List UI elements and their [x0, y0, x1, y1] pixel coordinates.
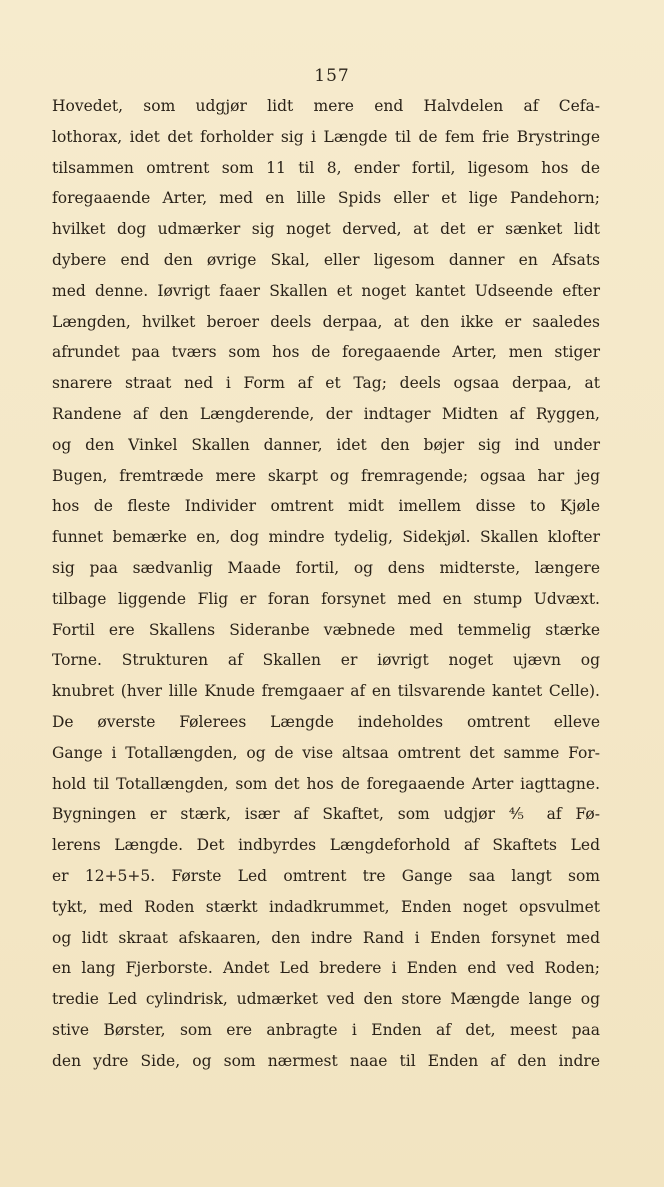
text-line: lothorax, idet det forholder sig i Længde til de fem frie Brystringe	[52, 127, 600, 146]
text-line: tilsammen omtrent som 11 til 8, ender fortil, ligesom hos de	[52, 158, 600, 177]
text-line: snarere straat ned i Form af et Tag; deels ogsaa derpaa, at	[52, 374, 600, 393]
text-line: tredie Led cylindrisk, udmærket ved den store Mængde lange og	[52, 990, 600, 1009]
text-line: hos de fleste Individer omtrent midt imellem disse to Kjøle	[52, 497, 600, 516]
text-line: hvilket dog udmærker sig noget derved, at det er sænket lidt	[52, 220, 600, 239]
text-line: Bygningen er stærk, især af Skaftet, som udgjør ⅘ af Fø-	[52, 805, 600, 824]
text-line: og lidt skraat afskaaren, den indre Rand i Enden forsynet med	[52, 928, 600, 947]
text-line: en lang Fjerborste. Andet Led bredere i Enden end ved Roden;	[52, 959, 600, 978]
text-line: og den Vinkel Skallen danner, idet den bøjer sig ind under	[52, 435, 600, 454]
text-line: stive Børster, som ere anbragte i Enden af det, meest paa	[52, 1020, 600, 1039]
text-line: knubret (hver lille Knude fremgaaer af en tilsvarende kantet Celle).	[52, 682, 600, 701]
text-line: Hovedet, som udgjør lidt mere end Halvdelen af Cefa-	[52, 97, 600, 115]
text-line: Fortil ere Skallens Sideranbe væbnede med temmelig stærke	[52, 620, 600, 639]
text-line: Gange i Totallængden, og de vise altsaa omtrent det samme For-	[52, 743, 600, 762]
text-line: Bugen, fremtræde mere skarpt og fremragende; ogsaa har jeg	[52, 466, 600, 485]
text-line: funnet bemærke en, dog mindre tydelig, Sidekjøl. Skallen klofter	[52, 528, 600, 547]
text-line: den ydre Side, og som nærmest naae til Enden af den indre	[52, 1051, 600, 1070]
text-line: hold til Totallængden, som det hos de foregaaende Arter iagttagne.	[52, 774, 600, 793]
text-line: afrundet paa tværs som hos de foregaaende Arter, men stiger	[52, 343, 600, 362]
text-line: dybere end den øvrige Skal, eller ligesom danner en Afsats	[52, 250, 600, 269]
text-line: De øverste Følerees Længde indeholdes omtrent elleve	[52, 712, 600, 731]
text-line: Længden, hvilket beroer deels derpaa, at den ikke er saaledes	[52, 312, 600, 331]
body-text	[52, 91, 600, 1077]
text-line: med denne. Iøvrigt faaer Skallen et noget kantet Udseende efter	[52, 281, 600, 300]
text-line: tilbage liggende Flig er foran forsynet med en stump Udvæxt.	[52, 589, 600, 608]
page-number: 157	[314, 66, 350, 86]
text-line: foregaaende Arter, med en lille Spids eller et lige Pandehorn;	[52, 189, 600, 208]
text-line: lerens Længde. Det indbyrdes Længdeforhold af Skaftets Led	[52, 836, 600, 855]
text-line: Randene af den Længderende, der indtager Midten af Ryggen,	[52, 404, 600, 423]
text-line: er 12+5+5. Første Led omtrent tre Gange saa langt som	[52, 866, 600, 885]
text-line: sig paa sædvanlig Maade fortil, og dens midterste, længere	[52, 558, 600, 577]
text-line: Torne. Strukturen af Skallen er iøvrigt noget ujævn og	[52, 651, 600, 670]
text-line: tykt, med Roden stærkt indadkrummet, Enden noget opsvulmet	[52, 897, 600, 916]
